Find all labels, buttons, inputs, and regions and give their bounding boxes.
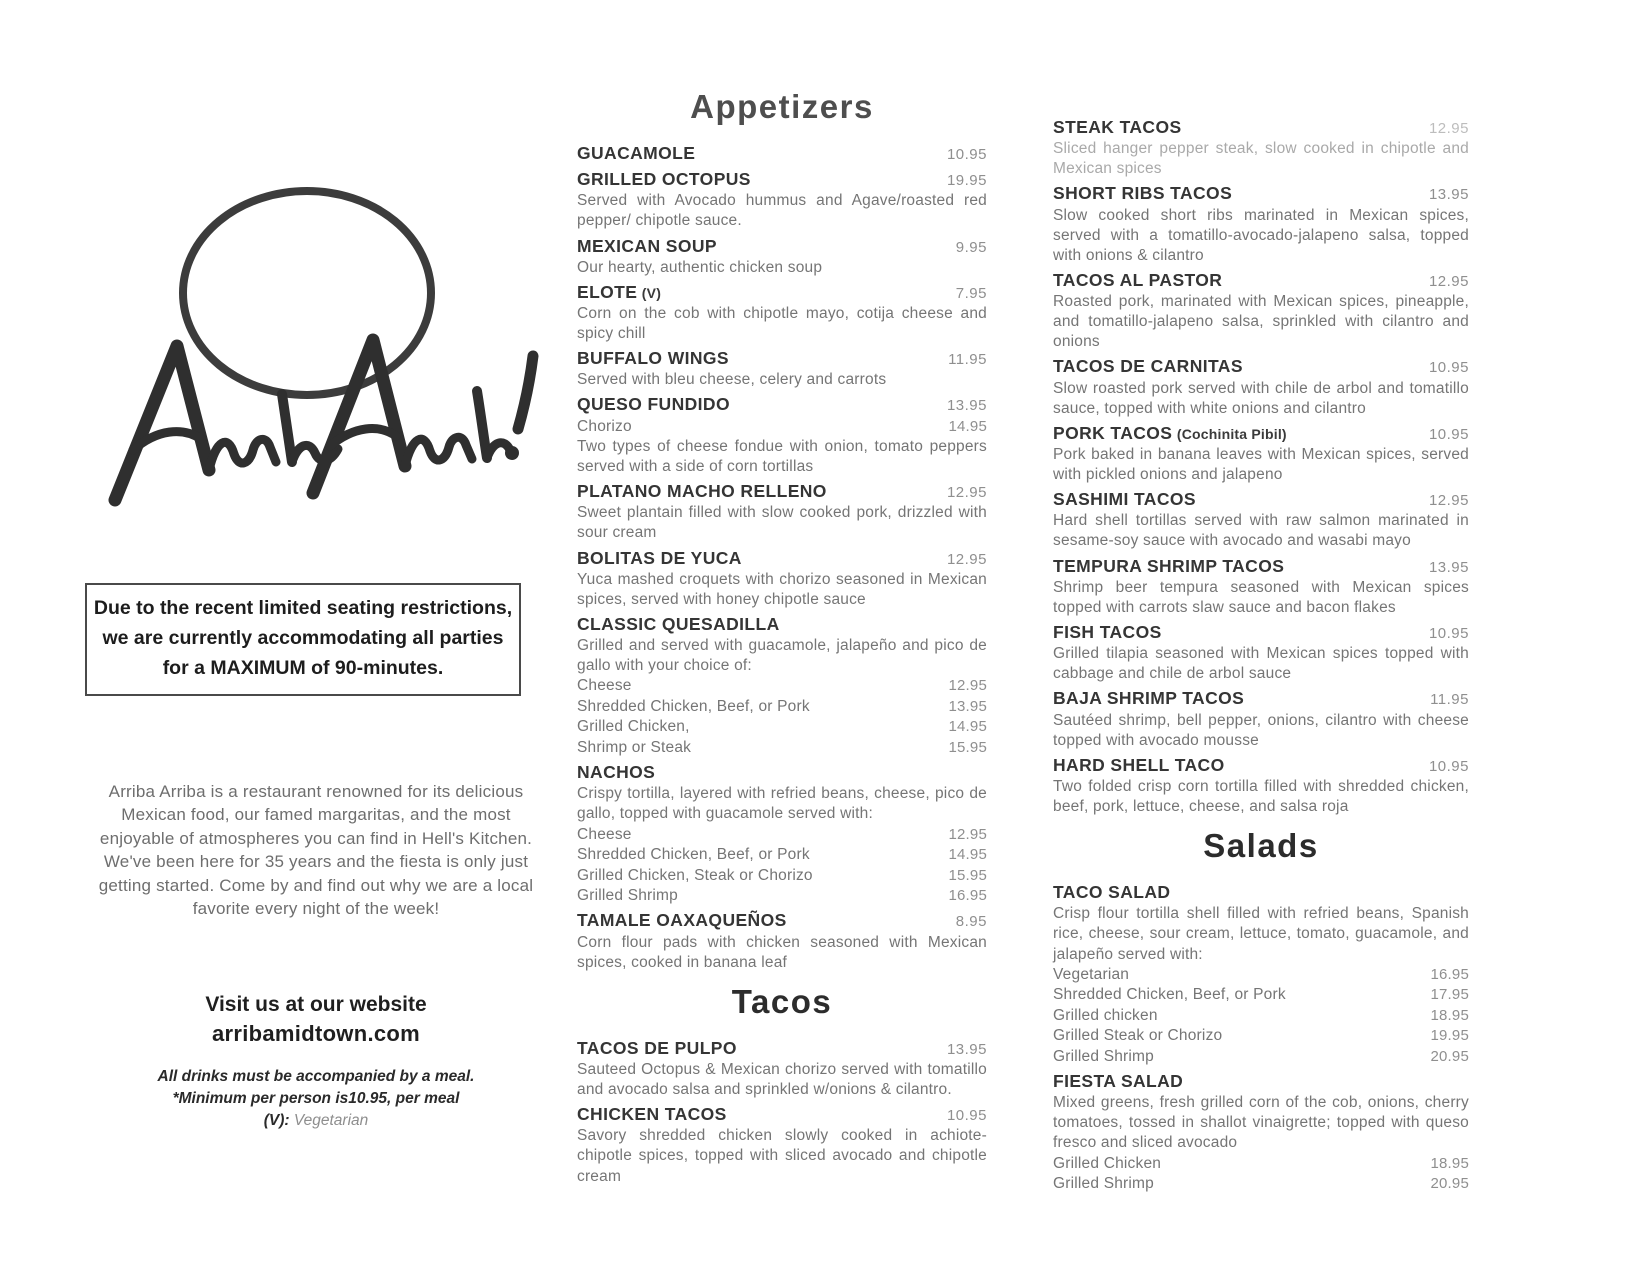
item-name-wrap <box>577 480 827 503</box>
item-description: Sliced hanger pepper steak, slow cooked in chipotle and Mexican spices <box>1053 140 1469 178</box>
item-name-wrap <box>577 1037 737 1060</box>
menu-item-header <box>1053 182 1469 205</box>
item-description: Pork baked in banana leaves with Mexican spices, served with pickled onions and jalapeno <box>1053 445 1469 484</box>
variant-price: 13.95 <box>948 697 987 715</box>
variant-price: 19.95 <box>1430 1027 1469 1045</box>
item-name: TACOS DE PULPO <box>577 1037 737 1058</box>
variant-row <box>1053 985 1469 1005</box>
item-name-wrap <box>1053 687 1244 710</box>
item-name: BAJA SHRIMP TACOS <box>1053 688 1245 709</box>
item-name-wrap <box>577 168 751 191</box>
menu-item <box>577 1037 987 1100</box>
menu-item-header <box>577 281 987 304</box>
vegetarian-note-text: Vegetarian <box>293 1112 369 1129</box>
right-column <box>1053 116 1469 1197</box>
menu-item <box>1053 754 1469 817</box>
item-price: 10.95 <box>1428 757 1469 775</box>
menu-item-header <box>577 1037 987 1060</box>
item-name: SHORT RIBS TACOS <box>1053 183 1233 204</box>
item-name: BUFFALO WINGS <box>577 348 729 369</box>
item-name-wrap <box>1053 555 1284 578</box>
item-price: 11.95 <box>948 351 987 369</box>
menu-item <box>577 347 987 390</box>
item-price: 7.95 <box>955 284 987 302</box>
item-description: Served with Avocado hummus and Agave/roasted red pepper/ chipotle sauce. <box>577 192 987 230</box>
variant-price: 14.95 <box>948 417 987 435</box>
variant-row <box>577 866 987 886</box>
item-name: SASHIMI TACOS <box>1053 489 1196 510</box>
menu-item <box>577 1103 987 1187</box>
variant-row <box>1053 1154 1469 1174</box>
item-price: 12.95 <box>1428 272 1469 290</box>
variant-name: Vegetarian <box>1053 965 1130 983</box>
item-description: Corn flour pads with chicken seasoned with Mexican spices, cooked in banana leaf <box>577 933 987 971</box>
menu-item <box>577 281 987 344</box>
item-name: TACOS AL PASTOR <box>1053 269 1223 290</box>
menu-item <box>1053 355 1469 418</box>
variant-row <box>577 676 987 696</box>
website-url: arribamidtown.com <box>211 1021 421 1047</box>
item-price: 13.95 <box>946 397 987 415</box>
menu-item-header <box>577 393 987 416</box>
item-name: STEAK TACOS <box>1053 117 1182 137</box>
menu-item-header <box>1053 621 1469 644</box>
menu-item <box>1053 488 1469 551</box>
variant-name: Cheese <box>577 677 632 695</box>
variant-name: Grilled chicken <box>1053 1006 1158 1024</box>
item-name: GUACAMOLE <box>577 143 696 163</box>
item-price: 10.95 <box>1428 359 1469 377</box>
left-column <box>85 0 547 1276</box>
menu-item-header <box>1053 488 1469 511</box>
menu-item <box>577 613 987 758</box>
menu-item-header <box>577 613 987 636</box>
item-description: Two folded crisp corn tortilla filled with shredded chicken, beef, pork, lettuce, cheese, and salsa roja <box>1053 777 1469 816</box>
menu-item-header <box>1053 754 1469 777</box>
item-description: Served with bleu cheese, celery and carrots <box>577 371 887 389</box>
item-name: NACHOS <box>577 762 656 783</box>
menu-item-header <box>1053 555 1469 578</box>
variant-price: 20.95 <box>1430 1174 1469 1192</box>
tacos-items-right <box>1053 116 1469 817</box>
item-price: 12.95 <box>1428 492 1469 510</box>
item-description: Our hearty, authentic chicken soup <box>577 258 823 276</box>
item-name-wrap <box>577 281 661 304</box>
menu-item-header <box>577 480 987 503</box>
variant-price: 12.95 <box>948 677 987 695</box>
menu-item-header <box>577 235 987 258</box>
menu-item <box>1053 881 1469 1067</box>
item-description: Crispy tortilla, layered with refried beans, cheese, pico de gallo, topped with guacamole served with: <box>577 785 987 823</box>
item-price: 12.95 <box>946 550 987 568</box>
fine-print-line1: All drinks must be accompanied by a meal. <box>157 1068 475 1085</box>
salads-items <box>1053 881 1469 1194</box>
variant-name: Shredded Chicken, Beef, or Pork <box>577 846 810 864</box>
menu-item <box>577 393 987 477</box>
variant-price: 18.95 <box>1430 1154 1469 1172</box>
item-name: FIESTA SALAD <box>1053 1070 1184 1091</box>
item-description: Yuca mashed croquets with chorizo seasoned in Mexican spices, served with honey chipotle sauce <box>577 570 987 608</box>
variant-price: 14.95 <box>948 846 987 864</box>
item-name: TAMALE OAXAQUEÑOS <box>577 910 787 931</box>
item-name-wrap <box>577 142 695 165</box>
item-description: Corn on the cob with chipotle mayo, cotija cheese and spicy chill <box>577 304 987 342</box>
variant-name: Grilled Steak or Chorizo <box>1053 1027 1223 1045</box>
item-name-suffix: (Cochinita Pibil) <box>1176 425 1287 442</box>
variant-row <box>1053 1047 1469 1067</box>
item-name: CHICKEN TACOS <box>577 1104 727 1125</box>
variant-price: 15.95 <box>948 738 987 756</box>
item-name-wrap <box>1053 881 1170 904</box>
item-name: PLATANO MACHO RELLENO <box>577 481 827 502</box>
website-block <box>85 990 547 1050</box>
item-name: BOLITAS DE YUCA <box>577 547 742 568</box>
item-name-wrap <box>1053 488 1196 511</box>
item-name: TEMPURA SHRIMP TACOS <box>1053 555 1285 576</box>
variant-row <box>1053 1174 1469 1194</box>
variant-name: Chorizo <box>577 417 632 435</box>
menu-item <box>577 761 987 906</box>
item-description: Sauteed Octopus & Mexican chorizo served with tomatillo and avocado salsa and sprinkled w/onions & cilantro. <box>577 1060 987 1099</box>
item-name: ELOTE <box>577 281 638 302</box>
variant-name: Grilled Chicken, Steak or Chorizo <box>577 866 813 884</box>
menu-item <box>1053 116 1469 179</box>
menu-item-header <box>1053 269 1469 292</box>
variant-row <box>577 825 987 845</box>
menu-item <box>1053 182 1469 266</box>
vegetarian-note-prefix: (V): <box>263 1112 290 1129</box>
variant-price: 15.95 <box>948 866 987 884</box>
item-price: 11.95 <box>1430 691 1469 709</box>
item-price: 8.95 <box>955 913 987 931</box>
item-name: TACO SALAD <box>1053 882 1171 903</box>
item-name-suffix: (V) <box>641 284 662 301</box>
variant-price: 14.95 <box>948 718 987 736</box>
item-name-wrap <box>577 547 742 570</box>
restaurant-logo <box>85 148 547 514</box>
variant-name: Grilled Chicken <box>1053 1154 1162 1172</box>
menu-item <box>1053 621 1469 684</box>
menu-item-header <box>1053 355 1469 378</box>
tacos-items-middle <box>577 1037 987 1187</box>
menu-item <box>577 547 987 610</box>
item-name-wrap <box>1053 269 1222 292</box>
menu-item <box>1053 555 1469 618</box>
section-heading-salads: Salads <box>1203 827 1319 865</box>
item-description: Grilled tilapia seasoned with Mexican spices topped with cabbage and chile de arbol sauce <box>1053 645 1469 683</box>
about-text: Arriba Arriba is a restaurant renowned for its delicious Mexican food, our famed margaritas, and the most enjoyable of atmospheres you can find in Hell's Kitchen. We've been here for 35 years and the fiesta is only just getting started. Come by and find out why we are a local favorite every night of the week! <box>98 782 534 919</box>
item-name: FISH TACOS <box>1053 622 1162 643</box>
item-name: PORK TACOS <box>1053 422 1173 443</box>
menu-item-header <box>1053 1070 1469 1093</box>
menu-item-header <box>577 547 987 570</box>
menu-item <box>1053 269 1469 353</box>
variant-row <box>577 845 987 865</box>
menu-item-header <box>577 168 987 191</box>
item-name: HARD SHELL TACO <box>1053 754 1225 775</box>
menu-item-header <box>577 142 987 165</box>
item-name-wrap <box>577 347 729 370</box>
item-price: 13.95 <box>1428 558 1469 576</box>
item-description: Hard shell tortillas served with raw salmon marinated in sesame-soy sauce with avocado and wasabi mayo <box>1053 512 1469 550</box>
variant-name: Grilled Chicken, <box>577 718 690 736</box>
item-description: Shrimp beer tempura seasoned with Mexican spices topped with carrots slaw sauce and bacon flakes <box>1053 578 1469 616</box>
item-description: Two types of cheese fondue with onion, tomato peppers served with a side of corn tortillas <box>577 437 987 476</box>
variant-price: 17.95 <box>1430 986 1469 1004</box>
menu-item-header <box>577 761 987 784</box>
menu-item-header <box>1053 687 1469 710</box>
item-name-wrap <box>1053 422 1287 445</box>
item-description: Slow roasted pork served with chile de arbol and tomatillo sauce, topped with white onions and cilantro <box>1053 379 1469 417</box>
variant-name: Cheese <box>577 825 632 843</box>
variant-row <box>1053 1006 1469 1026</box>
item-description: Sautéed shrimp, bell pepper, onions, cilantro with cheese topped with avocado mousse <box>1053 711 1469 749</box>
item-name-wrap <box>1053 621 1162 644</box>
menu-item-header <box>577 909 987 932</box>
seating-notice: Due to the recent limited seating restrictions, we are currently accommodating all parties for a MAXIMUM of 90-minutes. <box>85 583 521 696</box>
item-price: 19.95 <box>946 172 987 190</box>
item-price: 13.95 <box>946 1040 987 1058</box>
arriba-arriba-logo-icon <box>85 148 547 514</box>
item-name: CLASSIC QUESADILLA <box>577 614 780 635</box>
variant-name: Shredded Chicken, Beef, or Pork <box>577 697 810 715</box>
item-description: Savory shredded chicken slowly cooked in achiote-chipotle spices, topped with sliced avocado and chipotle cream <box>577 1127 987 1185</box>
item-name: MEXICAN SOUP <box>577 235 717 256</box>
variant-row <box>577 417 987 437</box>
item-price: 13.95 <box>1428 186 1469 204</box>
middle-column <box>577 88 987 1190</box>
item-name: QUESO FUNDIDO <box>577 394 730 415</box>
item-name-wrap <box>577 1103 727 1126</box>
variant-price: 16.95 <box>1430 965 1469 983</box>
item-name-wrap <box>1053 355 1243 378</box>
variant-row <box>1053 965 1469 985</box>
menu-item <box>1053 422 1469 485</box>
item-name-wrap <box>577 613 780 636</box>
item-name-wrap <box>577 235 717 258</box>
item-name: GRILLED OCTOPUS <box>577 169 751 190</box>
variant-row <box>1053 1026 1469 1046</box>
variant-price: 12.95 <box>948 825 987 843</box>
item-description: Crisp flour tortilla shell filled with refried beans, Spanish rice, cheese, sour cream, lettuce, tomato, guacamole, and jalapeño served with: <box>1053 905 1469 963</box>
item-description: Roasted pork, marinated with Mexican spices, pineapple, and tomatillo-jalapeno salsa, sprinkled with cilantro and onions <box>1053 293 1469 351</box>
menu-item-header <box>577 347 987 370</box>
appetizers-items <box>577 142 987 973</box>
menu-item <box>1053 1070 1469 1194</box>
vegetarian-note <box>85 1110 547 1132</box>
item-price: 10.95 <box>946 146 987 163</box>
menu-item <box>1053 687 1469 750</box>
item-price: 10.95 <box>1428 425 1469 443</box>
item-description: Slow cooked short ribs marinated in Mexican spices, served with a tomatillo-avocado-jalapeno salsa, topped with onions & cilantro <box>1053 206 1469 264</box>
variant-row <box>577 738 987 758</box>
menu-item <box>577 909 987 972</box>
item-name-wrap <box>577 909 787 932</box>
fine-print-line2: *Minimum per person is10.95, per meal <box>172 1090 460 1107</box>
item-name-wrap <box>1053 1070 1183 1093</box>
variant-name: Shredded Chicken, Beef, or Pork <box>1053 986 1286 1004</box>
item-name-wrap <box>577 761 655 784</box>
item-name: TACOS DE CARNITAS <box>1053 356 1243 377</box>
menu-item <box>577 480 987 543</box>
item-price: 12.95 <box>946 484 987 502</box>
variant-row <box>577 886 987 906</box>
item-name-wrap <box>1053 116 1182 139</box>
variant-price: 18.95 <box>1430 1006 1469 1024</box>
variant-name: Grilled Shrimp <box>577 886 678 904</box>
menu-item <box>577 142 987 165</box>
variant-price: 16.95 <box>948 886 987 904</box>
variant-price: 20.95 <box>1430 1047 1469 1065</box>
item-name-wrap <box>577 393 730 416</box>
variant-row <box>577 717 987 737</box>
fine-print <box>85 1066 547 1132</box>
section-heading-tacos: Tacos <box>731 982 833 1020</box>
section-heading-appetizers: Appetizers <box>690 88 874 125</box>
item-price: 10.95 <box>1428 625 1469 643</box>
website-label: Visit us at our website <box>205 993 427 1016</box>
item-price: 10.95 <box>946 1107 987 1125</box>
item-price: 9.95 <box>955 238 987 256</box>
variant-row <box>577 697 987 717</box>
item-name-wrap <box>1053 754 1225 777</box>
item-description: Sweet plantain filled with slow cooked pork, drizzled with sour cream <box>577 504 987 542</box>
menu-item-header <box>1053 881 1469 904</box>
menu-item <box>577 168 987 231</box>
variant-name: Shrimp or Steak <box>577 738 692 756</box>
variant-name: Grilled Shrimp <box>1053 1174 1154 1192</box>
item-description: Mixed greens, fresh grilled corn of the cob, onions, cherry tomatoes, tossed in shallot vinaigrette; topped with queso fresco and sliced avocado <box>1053 1094 1469 1152</box>
item-description: Grilled and served with guacamole, jalapeño and pico de gallo with your choice of: <box>577 637 987 675</box>
item-name-wrap <box>1053 182 1232 205</box>
menu-item <box>577 235 987 278</box>
variant-name: Grilled Shrimp <box>1053 1047 1154 1065</box>
menu-item-header <box>577 1103 987 1126</box>
menu-item-header <box>1053 422 1469 445</box>
item-price: 12.95 <box>1428 120 1469 137</box>
menu-item-header <box>1053 116 1469 139</box>
